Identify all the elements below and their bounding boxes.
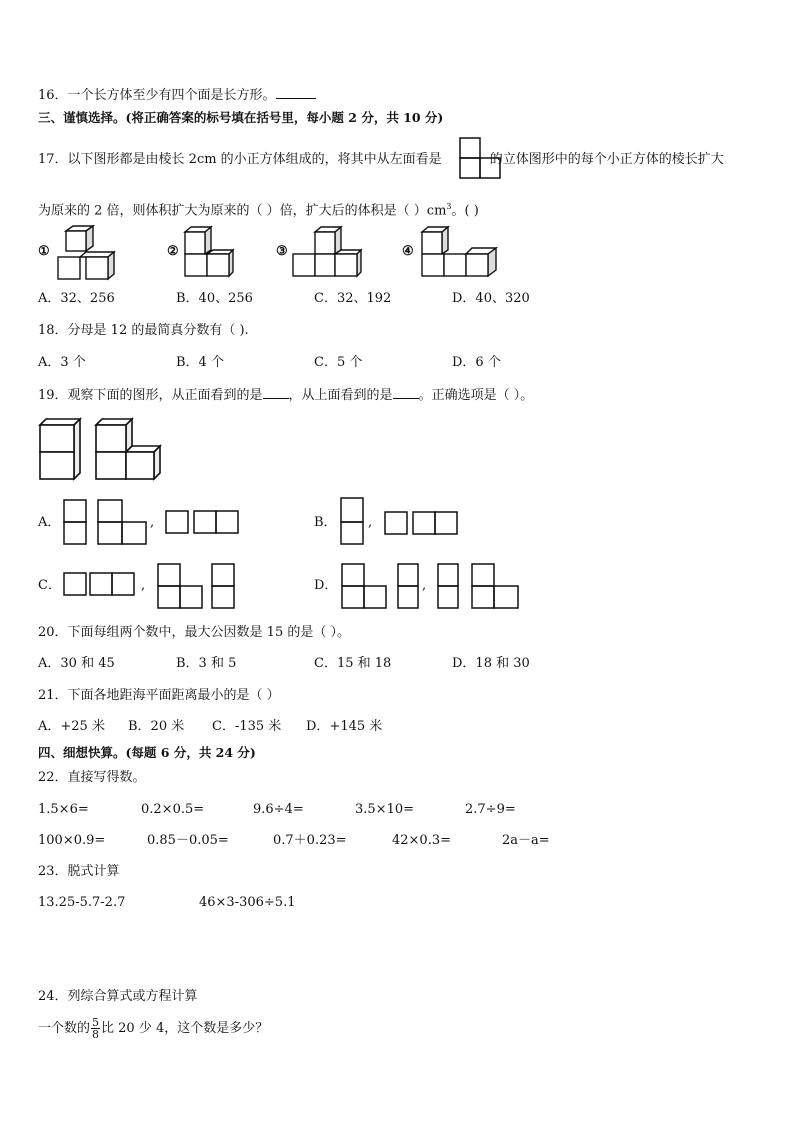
calc-item: 0.2×0.5= (141, 802, 205, 817)
q19-option-d-views (340, 562, 540, 612)
q17-option-a[interactable]: A．32、256 (38, 291, 115, 306)
question-23: 23．脱式计算 (38, 864, 120, 879)
fraction-numerator: 5 (92, 1016, 100, 1029)
question-17-line1 (38, 152, 724, 168)
q19-option-c-label[interactable]: C． (38, 578, 61, 593)
q17-option-c[interactable]: C．32、192 (314, 291, 392, 306)
question-19-text-b: ，从上面看到的是 (288, 388, 393, 403)
section-4-title: 四、细想快算。(每题 6 分，共 24 分) (38, 745, 256, 760)
question-17-text-d: 。( ) (451, 203, 479, 219)
calc-item: 2a－a= (502, 833, 550, 848)
q18-option-b[interactable]: B．4 个 (176, 355, 224, 370)
q19-option-b-label[interactable]: B． (314, 515, 337, 530)
calc-item: 0.7＋0.23= (273, 833, 347, 848)
calc-item: 0.85－0.05= (147, 833, 229, 848)
q20-option-b[interactable]: B．3 和 5 (176, 656, 237, 671)
unit-superscript: 3 (446, 202, 452, 211)
question-17-text-b: 的立体图形中的每个小正方体的棱长扩大 (489, 152, 724, 167)
calc-item: 1.5×6= (38, 802, 89, 817)
q19-option-a-label[interactable]: A． (38, 515, 61, 530)
answer-blank[interactable] (276, 86, 316, 99)
left-view-figure (459, 137, 503, 181)
q19-option-b-views (339, 496, 469, 546)
question-18: 18．分母是 12 的最简真分数有（ ). (38, 323, 249, 338)
q20-option-c[interactable]: C．15 和 18 (314, 656, 392, 671)
answer-blank-top[interactable] (393, 386, 419, 399)
question-19-text-c: 。正确选项是（ ）。 (418, 388, 534, 403)
q18-option-d[interactable]: D．6 个 (452, 355, 501, 370)
q19-option-d-comma: , (422, 578, 427, 593)
figure-label-2: ② (167, 244, 179, 259)
q19-option-c-comma: , (141, 578, 146, 593)
cube-figure-4 (420, 224, 502, 280)
question-17-line2 (38, 199, 479, 219)
calc-item: 3.5×10= (355, 802, 415, 817)
q18-option-a[interactable]: A．3 个 (38, 355, 86, 370)
question-17-text-a: 17．以下图形都是由棱长 2cm 的小正方体组成的，将其中从左面看是 (38, 152, 442, 167)
expression-item: 13.25-5.7-2.7 (38, 895, 126, 910)
question-19-text-a: 19．观察下面的图形，从正面看到的是 (38, 388, 263, 403)
calc-item: 9.6÷4= (253, 802, 304, 817)
q17-option-b[interactable]: B．40、256 (176, 291, 253, 306)
cube-figure-3 (293, 224, 373, 280)
fraction (91, 1017, 100, 1040)
fraction-denominator: 8 (92, 1028, 100, 1041)
q19-solid-figure (38, 415, 168, 483)
q20-option-d[interactable]: D．18 和 30 (452, 656, 530, 671)
figure-label-4: ④ (402, 244, 414, 259)
question-21: 21．下面各地距海平面距离最小的是（ ） (38, 688, 280, 703)
question-16-text: 16．一个长方体至少有四个面是长方形。 (38, 88, 276, 103)
calc-item: 42×0.3= (392, 833, 452, 848)
q21-option-c[interactable]: C．-135 米 (212, 719, 282, 734)
question-24-problem (38, 1017, 268, 1041)
expression-item: 46×3-306÷5.1 (199, 895, 296, 910)
question-22: 22．直接写得数。 (38, 770, 146, 785)
cube-figure-2 (183, 224, 243, 280)
question-19 (38, 386, 533, 404)
q21-option-b[interactable]: B．20 米 (128, 719, 185, 734)
q18-option-c[interactable]: C．5 个 (314, 355, 363, 370)
cube-figure-1 (56, 224, 116, 280)
q19-option-c-views (62, 562, 252, 612)
calc-item: 2.7÷9= (465, 802, 516, 817)
question-24: 24．列综合算式或方程计算 (38, 989, 198, 1004)
figure-label-1: ① (38, 244, 50, 259)
calc-item: 100×0.9= (38, 833, 106, 848)
problem-text-b: 比 20 少 4，这个数是多少？ (101, 1021, 269, 1036)
q19-option-d-label[interactable]: D． (314, 578, 338, 593)
q20-option-a[interactable]: A．30 和 45 (38, 656, 115, 671)
question-16 (38, 86, 316, 104)
figure-label-3: ③ (276, 244, 288, 259)
q21-option-d[interactable]: D．+145 米 (306, 719, 383, 734)
question-20: 20．下面每组两个数中，最大公因数是 15 的是（ ）。 (38, 625, 350, 640)
q19-option-b-comma: , (368, 515, 373, 530)
problem-text-a: 一个数的 (38, 1021, 91, 1036)
q19-option-a-comma: , (150, 515, 155, 530)
q17-option-d[interactable]: D．40、320 (452, 291, 530, 306)
answer-blank-front[interactable] (263, 386, 289, 399)
section-3-title: 三、谨慎选择。(将正确答案的标号填在括号里，每小题 2 分，共 10 分) (38, 110, 444, 125)
q19-option-a-views (62, 498, 252, 548)
question-17-text-c: 为原来的 2 倍，则体积扩大为原来的（ ）倍，扩大后的体积是（ ）cm (38, 203, 447, 219)
q21-option-a[interactable]: A．+25 米 (38, 719, 105, 734)
